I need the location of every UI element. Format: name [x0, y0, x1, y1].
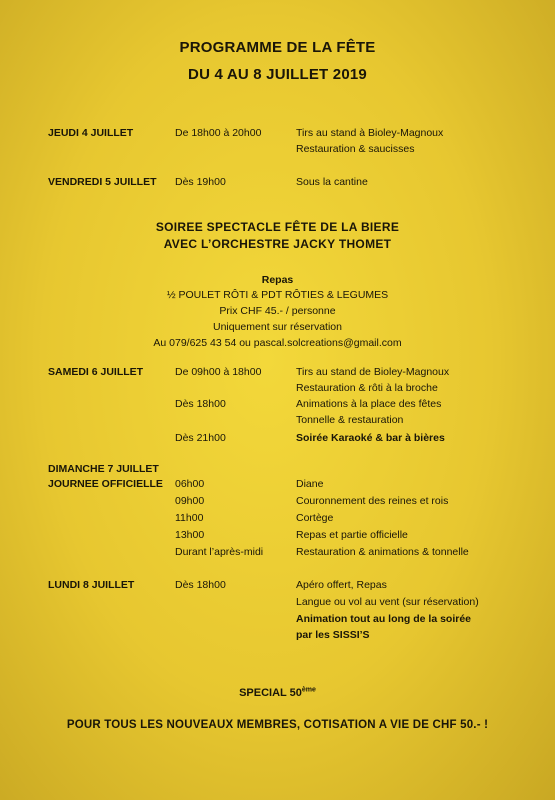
dimanche-time-1: 06h00: [175, 478, 205, 490]
samedi-row1-line2: Restauration & rôti à la broche: [296, 382, 438, 394]
vendredi-day: VENDREDI 5 JUILLET: [48, 176, 157, 188]
dimanche-day: DIMANCHE 7 JUILLET: [48, 463, 159, 475]
special-suffix: ème: [301, 686, 316, 694]
vendredi-time: Dès 19h00: [175, 176, 226, 188]
samedi-row2-line2: Tonnelle & restauration: [296, 414, 404, 426]
repas-price: Prix CHF 45.- / personne: [219, 305, 336, 317]
dimanche-text-5: Restauration & animations & tonnelle: [296, 546, 469, 558]
special-anniversary: [0, 686, 555, 701]
lundi-line-2: Langue ou vol au vent (sur réservation): [296, 596, 479, 608]
dimanche-text-4: Repas et partie officielle: [296, 529, 408, 541]
dimanche-time-2: 09h00: [175, 495, 205, 507]
dimanche-text-1: Diane: [296, 478, 324, 490]
jeudi-day: JEUDI 4 JUILLET: [48, 127, 134, 139]
membership-offer: POUR TOUS LES NOUVEAUX MEMBRES, COTISATION A VIE DE CHF 50.- !: [66, 719, 489, 731]
samedi-row1-line1: Tirs au stand de Bioley-Magnoux: [296, 366, 450, 378]
jeudi-time: De 18h00 à 20h00: [175, 127, 262, 139]
repas-reservation: Uniquement sur réservation: [213, 321, 342, 333]
samedi-day: SAMEDI 6 JUILLET: [48, 366, 144, 378]
repas-menu: ½ POULET RÔTI & PDT RÔTIES & LEGUMES: [166, 289, 389, 301]
vendredi-item-1: Sous la cantine: [296, 176, 368, 188]
lundi-day: LUNDI 8 JUILLET: [48, 579, 135, 591]
dimanche-text-2: Couronnement des reines et rois: [296, 495, 449, 507]
jeudi-item-1: Tirs au stand à Bioley-Magnoux: [296, 127, 444, 139]
lundi-line-1: Apéro offert, Repas: [296, 579, 387, 591]
dimanche-time-3: 11h00: [175, 512, 204, 524]
samedi-row2-line1: Animations à la place des fêtes: [296, 398, 442, 410]
spectacle-line1: SOIREE SPECTACLE FÊTE DE LA BIERE: [155, 220, 400, 234]
dimanche-text-3: Cortège: [296, 512, 334, 524]
special-label: SPECIAL 50: [239, 687, 302, 699]
samedi-row3-line1: Soirée Karaoké & bar à bières: [296, 432, 445, 444]
dimanche-subtitle: JOURNEE OFFICIELLE: [48, 478, 163, 490]
dimanche-time-4: 13h00: [175, 529, 205, 541]
samedi-time-2: Dès 18h00: [175, 398, 226, 410]
jeudi-item-2: Restauration & saucisses: [296, 143, 415, 155]
lundi-time: Dès 18h00: [175, 579, 226, 591]
samedi-time-3: Dès 21h00: [175, 432, 226, 444]
poster-title-line2: DU 4 AU 8 JUILLET 2019: [188, 66, 367, 83]
lundi-line-3: Animation tout au long de la soirée: [296, 613, 472, 625]
dimanche-time-5: Durant l’après-midi: [175, 546, 264, 558]
samedi-time-1: De 09h00 à 18h00: [175, 366, 262, 378]
lundi-line-4: par les SISSI’S: [296, 629, 370, 641]
repas-heading: Repas: [261, 274, 294, 286]
spectacle-line2: AVEC L’ORCHESTRE JACKY THOMET: [163, 237, 392, 251]
repas-contact: Au 079/625 43 54 ou pascal.solcreations@gmail.com: [153, 337, 402, 349]
poster-title-line1: PROGRAMME DE LA FÊTE: [179, 39, 376, 56]
